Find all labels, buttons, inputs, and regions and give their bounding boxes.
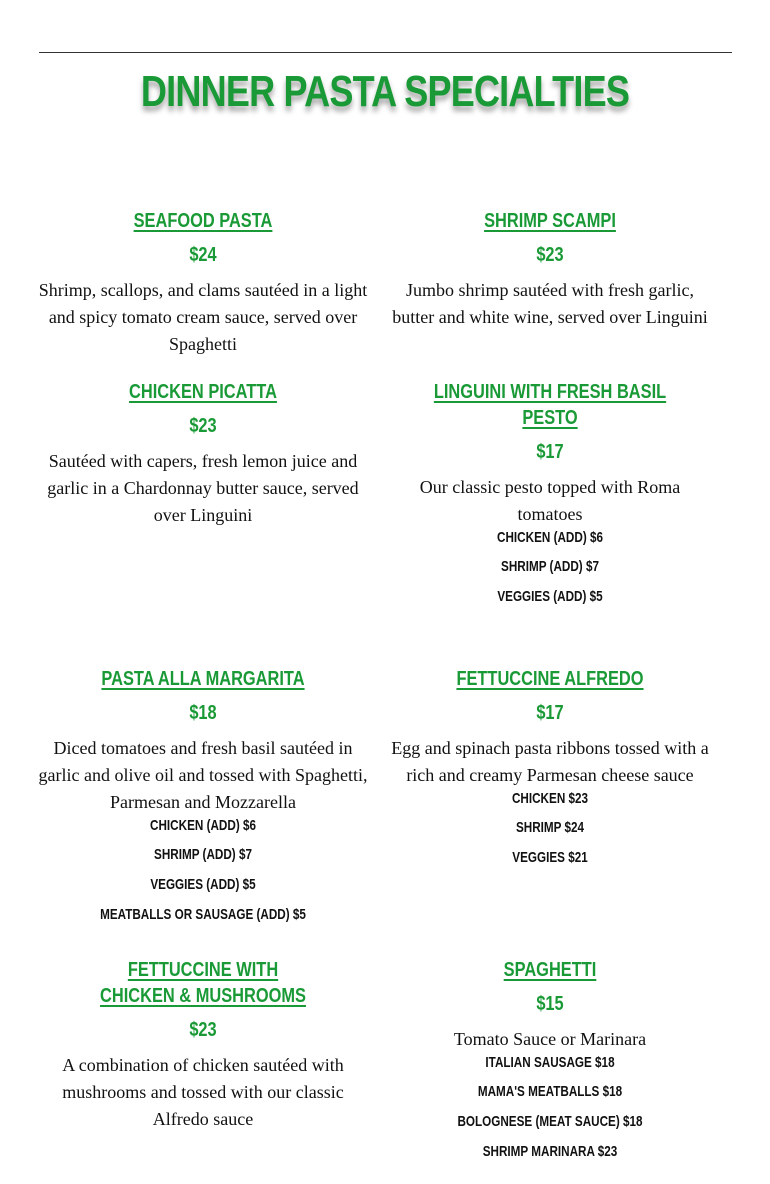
item-description: Jumbo shrimp sautéed with fresh garlic, butter and white wine, served over Linguini (392, 280, 708, 327)
item-price: $24 (189, 244, 217, 266)
item-name: LINGUINI WITH FRESH BASIL PESTO (433, 381, 667, 429)
item-price: $18 (189, 702, 217, 724)
item-name: SPAGHETTI (503, 959, 597, 981)
addon-option: ITALIAN SAUSAGE $18 (485, 1054, 615, 1071)
item-name: SHRIMP SCAMPI (484, 210, 616, 232)
addon-option: MEATBALLS OR SAUSAGE (ADD) $5 (100, 906, 306, 923)
addon-option: VEGGIES (ADD) $5 (150, 876, 256, 893)
addon-option: SHRIMP (ADD) $7 (501, 558, 599, 575)
item-name: CHICKEN PICATTA (129, 381, 277, 403)
item-description: Diced tomatoes and fresh basil sautéed in garlic and olive oil and tossed with Spaghetti, Parmesan and Mozzarella (38, 738, 368, 812)
item-description: Shrimp, scallops, and clams sautéed in a light and spicy tomato cream sauce, served over Spaghetti (38, 280, 368, 354)
item-description: Our classic pesto topped with Roma tomatoes (419, 477, 681, 524)
item-price: $15 (536, 993, 564, 1015)
item-price: $23 (189, 415, 217, 437)
menu-item-spaghetti (382, 957, 718, 1167)
menu-item-fettuccine-chicken-mushrooms (35, 957, 371, 1133)
addon-list (382, 1053, 718, 1167)
item-price: $17 (536, 702, 564, 724)
addon-option: CHICKEN $23 (511, 790, 589, 807)
addon-option: VEGGIES (ADD) $5 (497, 588, 603, 605)
top-divider (39, 52, 732, 53)
item-name: PASTA ALLA MARGARITA (101, 668, 305, 690)
addon-option: SHRIMP MARINARA $23 (482, 1143, 618, 1160)
addon-option: SHRIMP $24 (515, 819, 585, 836)
addon-list (390, 528, 710, 612)
item-name: SEAFOOD PASTA (133, 210, 273, 232)
item-price: $23 (189, 1019, 217, 1041)
item-description: Egg and spinach pasta ribbons tossed with a rich and creamy Parmesan cheese sauce (391, 738, 709, 785)
item-name: FETTUCCINE ALFREDO (456, 668, 644, 690)
item-price: $23 (536, 244, 564, 266)
menu-item-seafood-pasta (35, 208, 371, 358)
menu-item-chicken-picatta (35, 379, 371, 529)
addon-option: VEGGIES $21 (512, 849, 588, 866)
menu-item-shrimp-scampi (390, 208, 710, 331)
addon-option: BOLOGNESE (MEAT SAUCE) $18 (457, 1113, 643, 1130)
menu-item-pasta-alla-margarita (35, 666, 371, 930)
menu-item-linguini-pesto (390, 379, 710, 612)
item-description: Tomato Sauce or Marinara (453, 1029, 647, 1049)
addon-list (382, 789, 718, 873)
page-title: DINNER PASTA SPECIALTIES (140, 67, 630, 116)
addon-option: MAMA'S MEATBALLS $18 (477, 1083, 623, 1100)
addon-option: CHICKEN (ADD) $6 (497, 529, 603, 546)
menu-item-fettuccine-alfredo (382, 666, 718, 873)
item-price: $17 (536, 441, 564, 463)
addon-option: SHRIMP (ADD) $7 (154, 846, 252, 863)
addon-list (35, 816, 371, 930)
addon-option: CHICKEN (ADD) $6 (150, 817, 256, 834)
item-description: Sautéed with capers, fresh lemon juice and garlic in a Chardonnay butter sauce, served over Linguini (47, 451, 359, 525)
item-name: FETTUCCINE WITH CHICKEN & MUSHROOMS (100, 959, 306, 1007)
item-description: A combination of chicken sautéed with mushrooms and tossed with our classic Alfredo sauce (62, 1055, 344, 1129)
